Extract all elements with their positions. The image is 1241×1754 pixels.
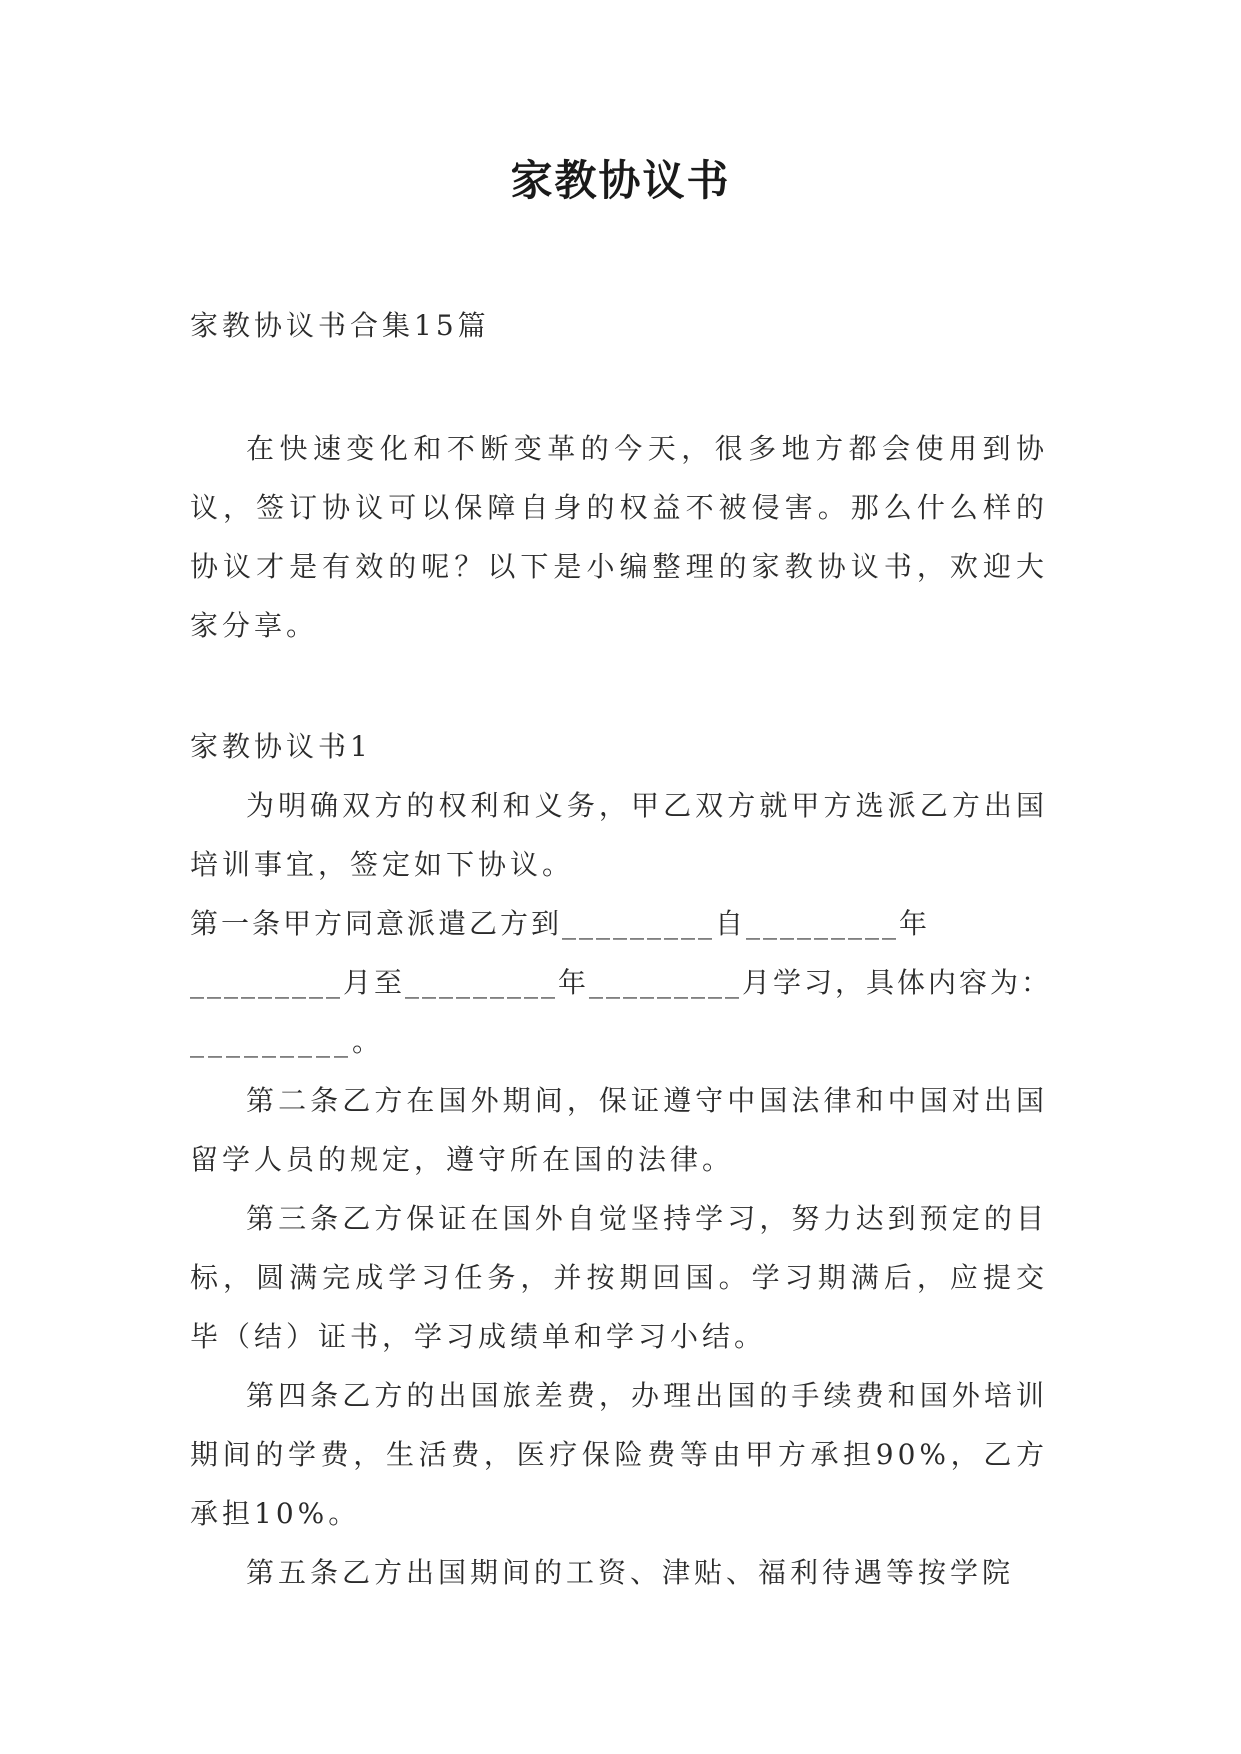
article-three-paragraph: 第三条乙方保证在国外自觉坚持学习，努力达到预定的目标，圆满完成学习任务，并按期回国。学习期满后，应提交毕（结）证书，学习成绩单和学习小结。 xyxy=(190,1202,1048,1353)
intro-paragraph: 在快速变化和不断变革的今天，很多地方都会使用到协议，签订协议可以保障自身的权益不被侵害。那么什么样的协议才是有效的呢？以下是小编整理的家教协议书，欢迎大家分享。 xyxy=(190,432,1048,642)
document-body xyxy=(190,296,1053,1602)
article-one-line-3: _________。 xyxy=(190,1025,385,1058)
spacer xyxy=(190,355,1048,419)
document-subtitle: 家教协议书合集15篇 xyxy=(190,309,490,342)
article-four-paragraph: 第四条乙方的出国旅差费，办理出国的手续费和国外培训期间的学费，生活费，医疗保险费等由甲方承担90%，乙方承担10%。 xyxy=(190,1379,1048,1530)
article-one-line-2: _________月至_________年_________月学习，具体内容为： xyxy=(190,966,1053,999)
document-title: 家教协议书 xyxy=(510,156,731,205)
article-two-paragraph: 第二条乙方在国外期间，保证遵守中国法律和中国对出国留学人员的规定，遵守所在国的法律。 xyxy=(190,1084,1048,1176)
section-heading: 家教协议书1 xyxy=(190,730,372,763)
article-five-paragraph: 第五条乙方出国期间的工资、津贴、福利待遇等按学院 xyxy=(246,1556,1015,1589)
article-one-line-1: 第一条甲方同意派遣乙方到_________自_________年 xyxy=(190,907,931,940)
spacer xyxy=(190,655,1048,717)
paragraph-preamble: 为明确双方的权利和义务，甲乙双方就甲方选派乙方出国培训事宜，签定如下协议。 xyxy=(190,789,1048,881)
